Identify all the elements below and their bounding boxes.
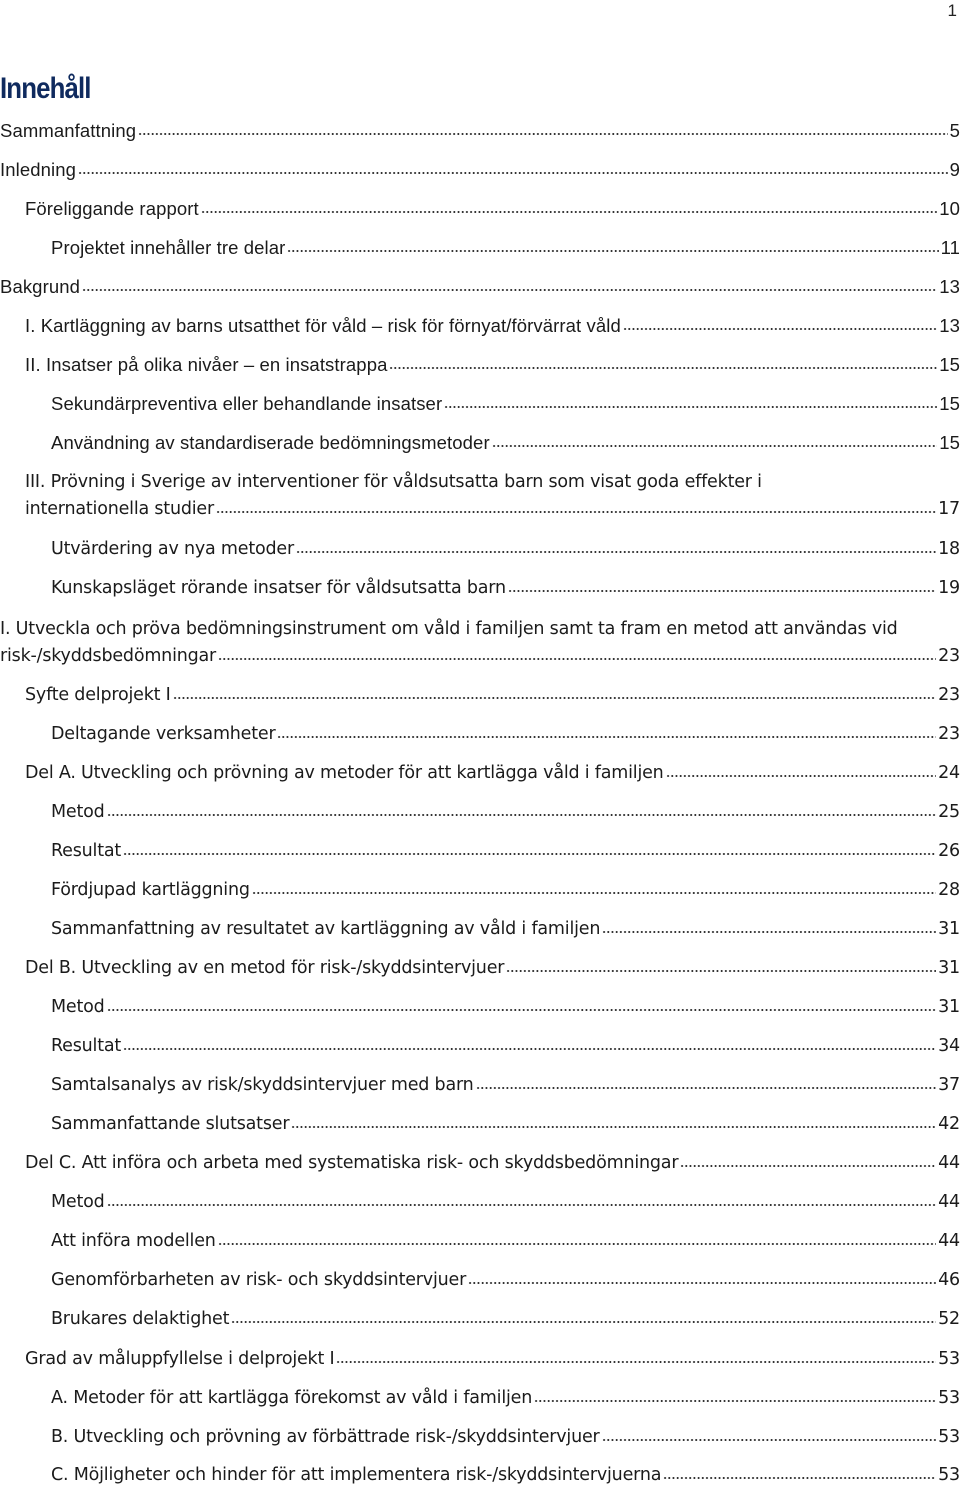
toc-entry[interactable] (51, 878, 960, 902)
toc-entry[interactable] (51, 1425, 960, 1449)
dot-leader (680, 1162, 936, 1168)
dot-leader (173, 694, 937, 700)
toc-entry-page: 10 (939, 198, 960, 219)
dot-leader (389, 364, 937, 370)
toc-entry-page: 34 (938, 1036, 960, 1056)
toc-entry[interactable] (51, 576, 960, 600)
toc-entry-page: 11 (940, 237, 960, 258)
toc-entry[interactable] (51, 236, 960, 260)
toc-entry[interactable] (51, 1034, 960, 1058)
toc-entry[interactable] (51, 392, 960, 416)
toc-entry-label: Föreliggande rapport (25, 198, 199, 219)
dot-leader (107, 811, 937, 817)
toc-entry-label: Sekundärpreventiva eller behandlande insatser (51, 393, 443, 414)
toc-entry[interactable] (51, 537, 960, 561)
toc-entry[interactable] (51, 1229, 960, 1253)
toc-entry[interactable] (25, 956, 960, 980)
dot-leader (78, 169, 948, 175)
toc-entry[interactable] (25, 761, 960, 785)
toc-entry-page: 31 (938, 997, 960, 1017)
toc-entry-page: 53 (938, 1349, 960, 1369)
dot-leader (287, 247, 938, 253)
toc-entry-page: 23 (938, 724, 960, 744)
toc-entry-label: Metod (51, 1192, 105, 1212)
toc-entry[interactable] (51, 1463, 960, 1487)
toc-entry[interactable] (25, 353, 960, 377)
toc-entry-label: B. Utveckling och prövning av förbättrade risk-/skyddsintervjuer (51, 1427, 600, 1447)
toc-entry[interactable] (0, 275, 960, 299)
dot-leader (444, 403, 937, 409)
toc-entry-label: Del A. Utveckling och prövning av metoder för att kartlägga våld i familjen (25, 763, 664, 783)
dot-leader (476, 1084, 937, 1090)
dot-leader (252, 889, 936, 895)
dot-leader (508, 587, 936, 593)
toc-entry[interactable] (0, 119, 960, 143)
toc-entry-label: I. Kartläggning av barns utsatthet för våld – risk för förnyat/förvärrat våld (25, 315, 621, 336)
toc-entry-page: 17 (938, 499, 960, 519)
toc-entry-page: 13 (939, 315, 960, 336)
toc-entry-label: Användning av standardiserade bedömningsmetoder (51, 432, 490, 453)
toc-entry[interactable] (51, 839, 960, 863)
toc-entry-label: C. Möjligheter och hinder för att implementera risk-/skyddsintervjuerna (51, 1465, 662, 1485)
toc-entry[interactable] (25, 314, 960, 338)
toc-entry-label: Samtalsanalys av risk/skyddsintervjuer med barn (51, 1075, 474, 1095)
toc-entry-page: 9 (949, 159, 960, 180)
toc-title: Innehåll (0, 72, 91, 105)
toc-entry-label: Fördjupad kartläggning (51, 880, 250, 900)
page-number: 1 (947, 1, 957, 20)
dot-leader (602, 1436, 937, 1442)
toc-entry[interactable] (25, 1151, 960, 1175)
toc-entry-page: 28 (938, 880, 960, 900)
dot-leader (296, 548, 936, 554)
dot-leader (336, 1358, 936, 1364)
toc-entry-label: Syfte delprojekt I (25, 685, 171, 705)
toc-entry-label: Metod (51, 997, 105, 1017)
toc-entry-label-continued: risk-/skyddsbedömningar (0, 646, 217, 666)
dot-leader (82, 286, 937, 292)
toc-entry[interactable] (0, 158, 960, 182)
toc-entry-label: Inledning (0, 159, 76, 180)
toc-entry[interactable] (51, 1190, 960, 1214)
toc-entry-label: Metod (51, 802, 105, 822)
toc-entry-page: 25 (938, 802, 960, 822)
toc-entry[interactable] (51, 1386, 960, 1410)
dot-leader (666, 772, 937, 778)
toc-entry[interactable] (25, 683, 960, 707)
toc-entry-label: Genomförbarheten av risk- och skyddsintervjuer (51, 1270, 467, 1290)
toc-entry-page: 52 (938, 1309, 960, 1329)
toc-entry-page: 37 (938, 1075, 960, 1095)
toc-entry[interactable] (25, 470, 960, 521)
dot-leader (201, 208, 937, 214)
dot-leader (468, 1279, 936, 1285)
toc-entry-page: 15 (939, 393, 960, 414)
toc-entry-page: 26 (938, 841, 960, 861)
toc-entry[interactable] (51, 1112, 960, 1136)
toc-entry-label: Sammanfattande slutsatser (51, 1114, 290, 1134)
toc-entry-page: 46 (938, 1270, 960, 1290)
dot-leader (623, 325, 937, 331)
toc-entry-label: Sammanfattning av resultatet av kartläggning av våld i familjen (51, 919, 601, 939)
dot-leader (107, 1201, 937, 1207)
toc-entry-page: 24 (938, 763, 960, 783)
toc-entry-label: Projektet innehåller tre delar (51, 237, 286, 258)
toc-entry-label: Deltagande verksamheter (51, 724, 276, 744)
dot-leader (534, 1397, 936, 1403)
dot-leader (216, 508, 936, 514)
dot-leader (506, 967, 936, 973)
toc-entry[interactable] (51, 917, 960, 941)
toc-entry-label: Resultat (51, 841, 122, 861)
toc-entry-label: II. Insatser på olika nivåer – en insatstrappa (25, 354, 388, 375)
toc-entry-label: Brukares delaktighet (51, 1309, 230, 1329)
dot-leader (277, 733, 936, 739)
toc-entry[interactable] (25, 1347, 960, 1371)
toc-entry-label: Utvärdering av nya metoder (51, 539, 294, 559)
toc-entry-label: Kunskapsläget rörande insatser för våldsutsatta barn (51, 578, 506, 598)
toc-entry-label: Sammanfattning (0, 120, 137, 141)
toc-entry-label: Grad av måluppfyllelse i delprojekt I (25, 1349, 335, 1369)
toc-entry-page: 53 (938, 1388, 960, 1408)
toc-entry-page: 44 (938, 1231, 960, 1251)
toc-entry[interactable] (51, 431, 960, 455)
dot-leader (123, 1045, 936, 1051)
toc-entry-label: A. Metoder för att kartlägga förekomst av våld i familjen (51, 1388, 533, 1408)
toc-entry-page: 53 (938, 1465, 960, 1485)
toc-entry-label: I. Utveckla och pröva bedömningsinstrument om våld i familjen samt ta fram en metod att användas vid (0, 619, 898, 639)
dot-leader (138, 130, 947, 136)
dot-leader (231, 1318, 936, 1324)
toc-entry[interactable] (51, 1073, 960, 1097)
toc-entry-page: 15 (939, 354, 960, 375)
toc-entry-page: 18 (938, 539, 960, 559)
toc-entry-label: Att införa modellen (51, 1231, 216, 1251)
toc-entry[interactable] (25, 197, 960, 221)
toc-entry-page: 53 (938, 1427, 960, 1447)
toc-entry-label: Resultat (51, 1036, 122, 1056)
toc-entry-page: 23 (938, 685, 960, 705)
toc-entry[interactable] (51, 722, 960, 746)
toc-entry[interactable] (51, 1307, 960, 1331)
toc-entry-page: 5 (949, 120, 960, 141)
toc-entry[interactable] (51, 800, 960, 824)
toc-entry-label: Del C. Att införa och arbeta med systematiska risk- och skyddsbedömningar (25, 1153, 679, 1173)
toc-entry-page: 44 (938, 1153, 960, 1173)
dot-leader (107, 1006, 937, 1012)
toc-entry-page: 31 (938, 919, 960, 939)
toc-entry[interactable] (0, 617, 960, 668)
dot-leader (218, 655, 936, 661)
toc-entry-page: 44 (938, 1192, 960, 1212)
dot-leader (291, 1123, 936, 1129)
toc-entry-page: 15 (939, 432, 960, 453)
toc-entry-label: Bakgrund (0, 276, 80, 297)
toc-entry-page: 19 (938, 578, 960, 598)
toc-entry-label: Del B. Utveckling av en metod för risk-/skyddsintervjuer (25, 958, 505, 978)
toc-entry-label: III. Prövning i Sverige av interventioner för våldsutsatta barn som visat goda effekter i (25, 472, 762, 492)
toc-entry-page: 42 (938, 1114, 960, 1134)
toc-entry[interactable] (51, 1268, 960, 1292)
dot-leader (123, 850, 936, 856)
toc-entry-label-continued: internationella studier (25, 499, 214, 519)
dot-leader (663, 1474, 936, 1480)
toc-entry[interactable] (51, 995, 960, 1019)
dot-leader (218, 1240, 936, 1246)
dot-leader (602, 928, 936, 934)
toc-entry-page: 31 (938, 958, 960, 978)
dot-leader (492, 442, 938, 448)
toc-entry-page: 23 (938, 646, 960, 666)
toc-entry-page: 13 (939, 276, 960, 297)
